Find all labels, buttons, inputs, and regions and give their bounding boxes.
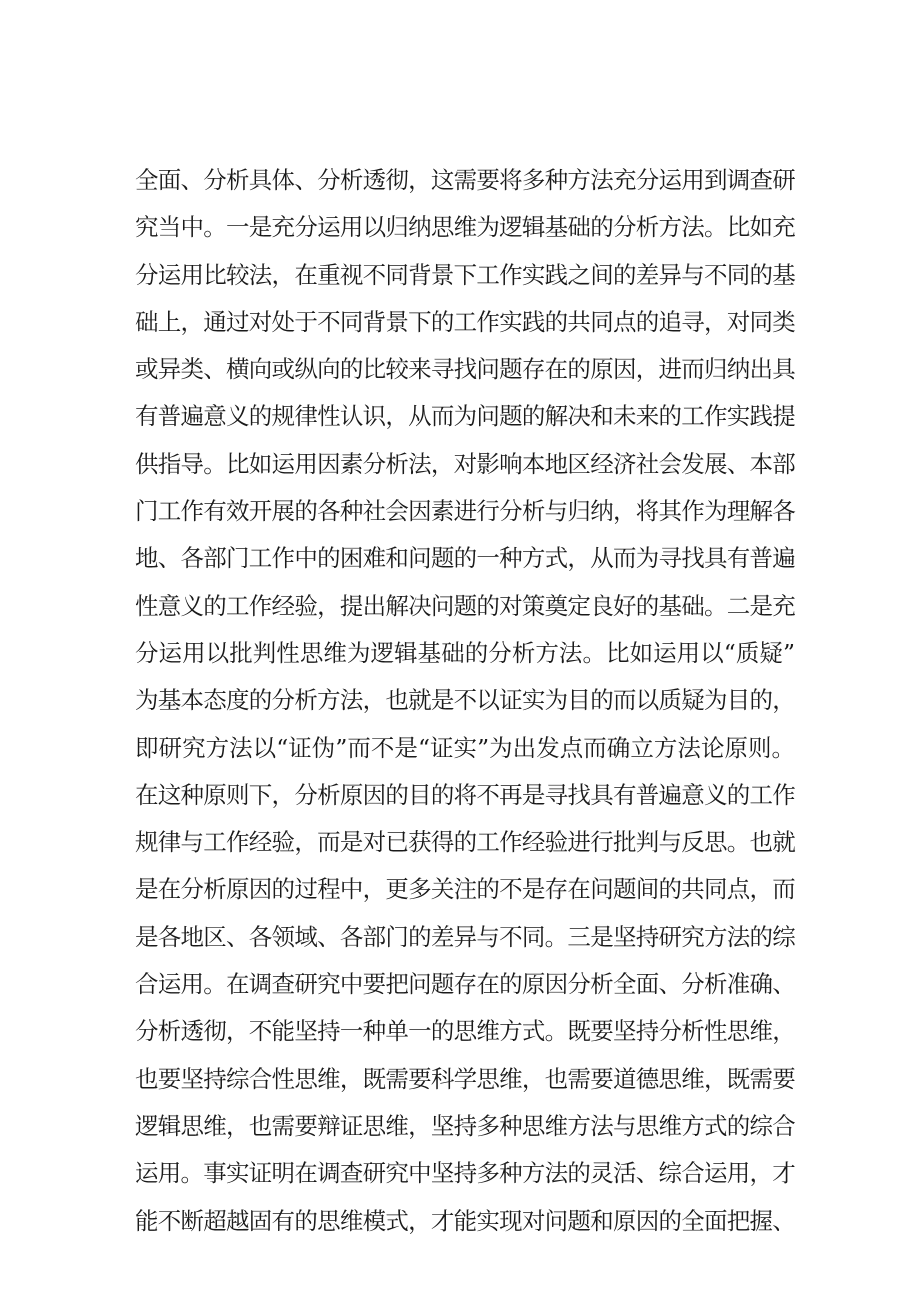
text-line-7: 供指导。比如运用因素分析法，对影响本地区经济社会发展、本部 — [135, 449, 795, 478]
text-line-6: 有普遍意义的规律性认识，从而为问题的解决和未来的工作实践提 — [135, 402, 795, 431]
text-line-9: 地、各部门工作中的困难和问题的一种方式，从而为寻找具有普遍 — [135, 544, 795, 573]
text-line-18: 合运用。在调查研究中要把问题存在的原因分析全面、分析准确、 — [135, 970, 795, 999]
text-line-14: 在这种原则下，分析原因的目的将不再是寻找具有普遍意义的工作 — [135, 780, 795, 809]
text-line-22: 运用。事实证明在调查研究中坚持多种方法的灵活、综合运用，才 — [135, 1159, 795, 1188]
text-line-20: 也要坚持综合性思维，既需要科学思维，也需要道德思维，既需要 — [135, 1064, 795, 1093]
text-line-19: 分析透彻，不能坚持一种单一的思维方式。既要坚持分析性思维， — [135, 1017, 795, 1046]
text-line-13: 即研究方法以“证伪”而不是“证实”为出发点而确立方法论原则。 — [135, 733, 796, 762]
text-line-2: 究当中。一是充分运用以归纳思维为逻辑基础的分析方法。比如充 — [135, 213, 795, 242]
text-line-23: 能不断超越固有的思维模式，才能实现对问题和原因的全面把握、 — [135, 1206, 795, 1235]
text-line-17: 是各地区、各领域、各部门的差异与不同。三是坚持研究方法的综 — [135, 922, 795, 951]
text-line-11: 分运用以批判性思维为逻辑基础的分析方法。比如运用以“质疑” — [135, 638, 795, 667]
text-line-10: 性意义的工作经验，提出解决问题的对策奠定良好的基础。二是充 — [135, 591, 795, 620]
text-line-16: 是在分析原因的过程中，更多关注的不是存在问题间的共同点，而 — [135, 875, 795, 904]
body-paragraph — [135, 157, 795, 1245]
text-line-4: 础上，通过对处于不同背景下的工作实践的共同点的追寻，对同类 — [135, 307, 795, 336]
text-line-3: 分运用比较法，在重视不同背景下工作实践之间的差异与不同的基 — [135, 260, 795, 289]
text-line-1: 全面、分析具体、分析透彻，这需要将多种方法充分运用到调查研 — [135, 166, 795, 194]
text-line-8: 门工作有效开展的各种社会因素进行分析与归纳，将其作为理解各 — [135, 497, 795, 526]
text-line-5: 或异类、横向或纵向的比较来寻找问题存在的原因，进而归纳出具 — [135, 355, 795, 384]
text-line-12: 为基本态度的分析方法，也就是不以证实为目的而以质疑为目的， — [135, 686, 795, 715]
text-line-21: 逻辑思维，也需要辩证思维，坚持多种思维方法与思维方式的综合 — [135, 1111, 795, 1140]
text-line-15: 规律与工作经验，而是对已获得的工作经验进行批判与反思。也就 — [135, 828, 795, 857]
